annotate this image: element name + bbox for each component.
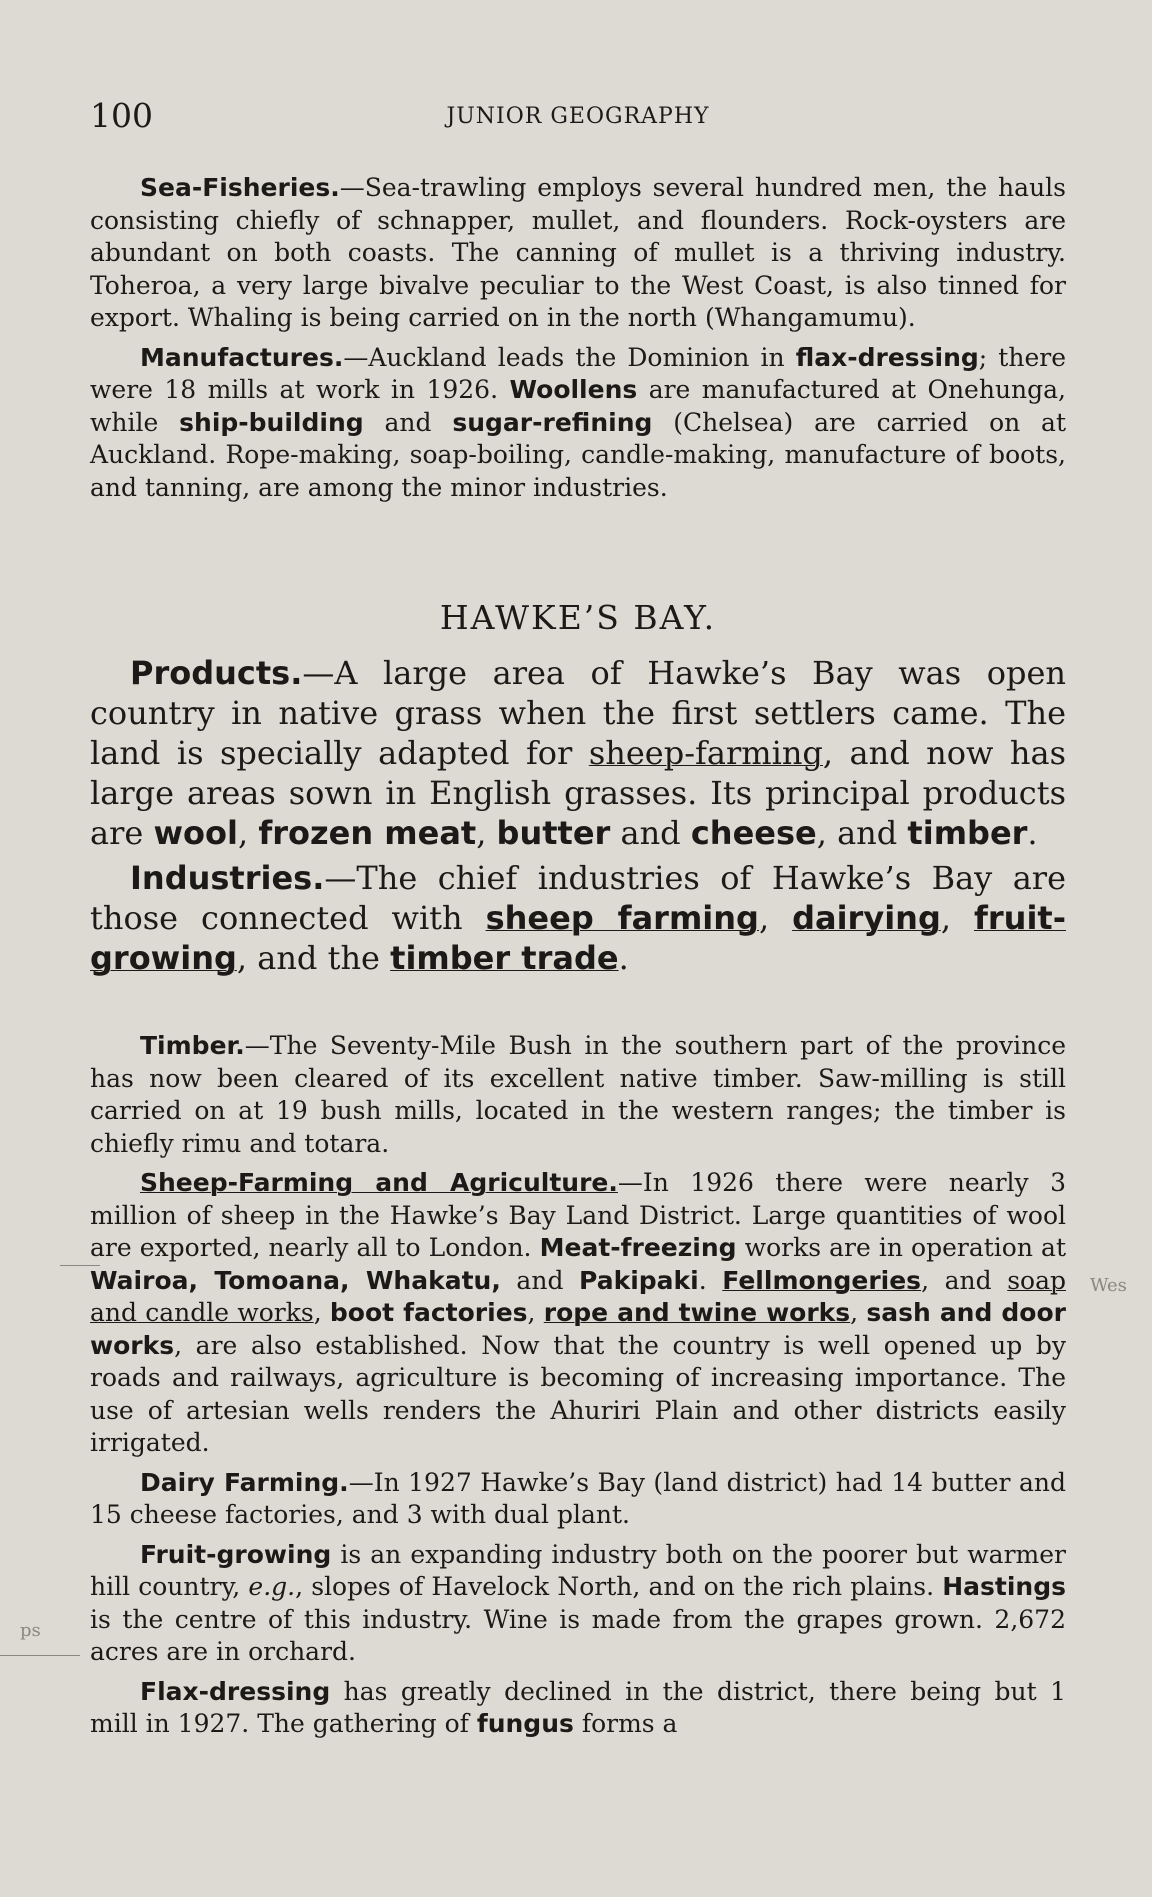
running-head: JUNIOR GEOGRAPHY bbox=[446, 104, 710, 129]
paragraph-sea-fisheries: Sea-Fisheries.—Sea-trawling employs several hundred men, the hauls consisting chiefly of schnapper, mullet, and flounders. Rock-oysters are abundant on both coasts. The canning of mullet is a thriving industry. Toheroa, a very large bivalve peculiar to the West Coast, is also tinned for export. Whaling is being carried on in the north (Whangamumu). bbox=[90, 173, 1066, 332]
paragraph-fruit-growing: Fruit-growing is an expanding industry both on the poorer but warmer hill country, e.g., slopes of Havelock North, and on the rich plains. Hastings is the centre of this industry. Wine is made from the grapes grown. 2,672 acres are in orchard. bbox=[90, 1539, 1067, 1666]
page-number: 100 bbox=[90, 96, 153, 135]
paragraph-sheep-farming: Sheep-Farming and Agriculture.—In 1926 there were nearly 3 million of sheep in the Hawke’s Bay Land District. Large quantities of wool are exported, nearly all to London. Meat-freezing works are in operation at Wairoa, Tomoana, Whakatu, and Pakipaki. Fellmongeries, and soap and candle works, boot factories, rope and twine works, sash and door works, are also established. Now that the country is well opened up by roads and railways, agriculture is becoming of increasing importance. The use of artesian wells renders the Ahuriri Plain and other districts easily irrigated. bbox=[90, 1168, 1066, 1457]
section-hawkes-bay bbox=[90, 598, 1066, 983]
margin-pencil-line bbox=[0, 1655, 80, 1656]
section-hawkes-bay-details bbox=[90, 1030, 1066, 1748]
paragraph-products: Products.—A large area of Hawke’s Bay was open country in native grass when the first settlers came. The land is specially adapted for sheep-farming, and now has large areas sown in English grasses. Its principal products are wool, frozen meat, butter and cheese, and timber. bbox=[90, 654, 1067, 852]
page-header bbox=[90, 96, 1066, 146]
section-auckland-industries bbox=[90, 172, 1066, 511]
paragraph-industries: Industries.—The chief industries of Hawke’s Bay are those connected with sheep farming, dairying, fruit-growing, and the timber trade. bbox=[90, 859, 1066, 977]
margin-note-p: ps bbox=[20, 1620, 41, 1641]
section-heading: HAWKE’S BAY. bbox=[439, 598, 717, 637]
margin-note-west: Wes bbox=[1090, 1275, 1127, 1296]
paragraph-timber: Timber.—The Seventy-Mile Bush in the southern part of the province has now been cleared of its excellent native timber. Saw-milling is still carried on at 19 bush mills, located in the western ranges; the timber is chiefly rimu and totara. bbox=[90, 1031, 1066, 1158]
paragraph-manufactures: Manufactures.—Auckland leads the Dominion in flax-dressing; there were 18 mills at work in 1926. Woollens are manufactured at Onehunga, while ship-building and sugar-refining (Chelsea) are carried on at Auckland. Rope-making, soap-boiling, candle-making, manufacture of boots, and tanning, are among the minor industries. bbox=[90, 342, 1067, 502]
paragraph-dairy-farming: Dairy Farming.—In 1927 Hawke’s Bay (land district) had 14 butter and 15 cheese factories, and 3 with dual plant. bbox=[90, 1467, 1066, 1529]
paragraph-flax-dressing: Flax-dressing has greatly declined in the district, there being but 1 mill in 1927. The gathering of fungus forms a bbox=[90, 1676, 1066, 1738]
margin-pencil-line bbox=[60, 1265, 100, 1266]
